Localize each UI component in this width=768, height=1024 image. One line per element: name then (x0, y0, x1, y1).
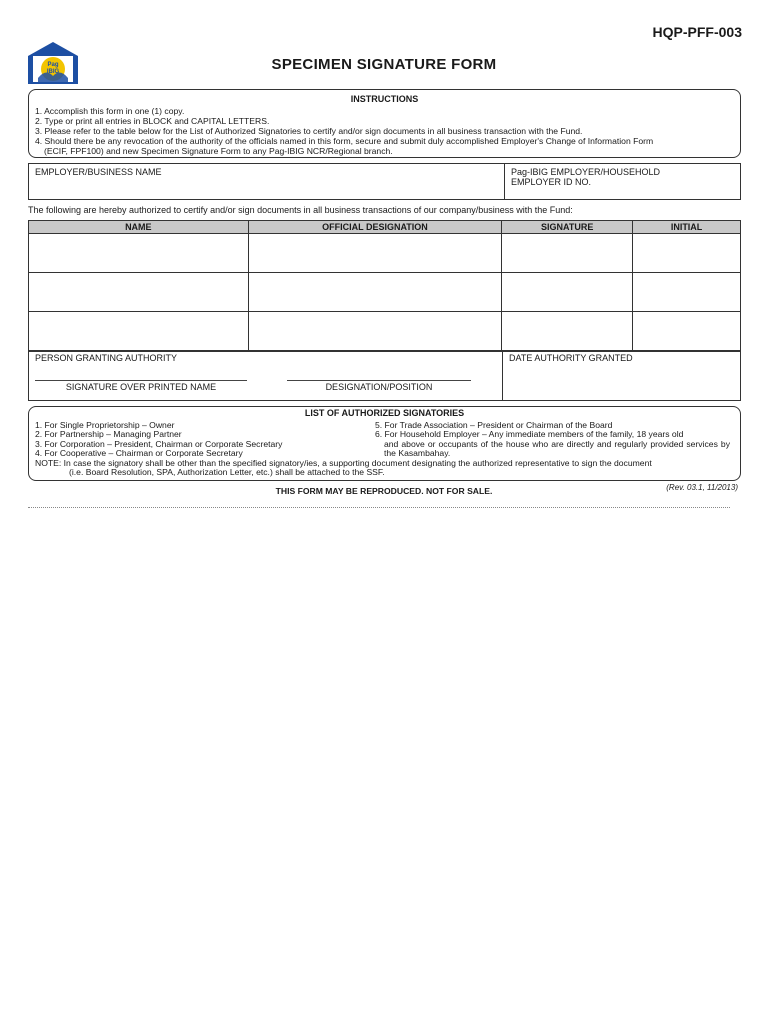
signature-cell[interactable] (502, 273, 633, 312)
list-item-continuation: and above or occupants of the house who are directly and regularly provided services by the Kasambahay. (384, 438, 730, 458)
name-cell[interactable] (29, 312, 249, 351)
instruction-item: 1. Accomplish this form in one (1) copy. (35, 106, 185, 116)
instruction-item: 2. Type or print all entries in BLOCK and CAPITAL LETTERS. (35, 116, 270, 126)
employer-id-label: Pag-IBIG EMPLOYER/HOUSEHOLD (511, 167, 661, 177)
instruction-item: 3. Please refer to the table below for the List of Authorized Signatories to certify and/or sign documents in all business transaction with the Fund. (35, 126, 583, 136)
person-granting-label: PERSON GRANTING AUTHORITY (35, 353, 178, 363)
list-item: 4. For Cooperative – Chairman or Corporate Secretary (35, 448, 243, 458)
signature-caption: SIGNATURE OVER PRINTED NAME (65, 382, 217, 392)
designation-cell[interactable] (248, 273, 502, 312)
signature-line (35, 380, 247, 381)
instructions-box (28, 89, 741, 158)
signatories-left-list (35, 421, 371, 459)
table-row (29, 312, 741, 351)
initial-cell[interactable] (633, 234, 741, 273)
signatories-right-list (375, 421, 730, 459)
signatory-table (28, 220, 741, 351)
name-cell[interactable] (29, 234, 249, 273)
designation-cell[interactable] (248, 234, 502, 273)
authorization-statement: The following are hereby authorized to certify and/or sign documents in all business transactions of our company/business with the Fund: (28, 205, 573, 215)
table-row (29, 273, 741, 312)
signatories-heading: LIST OF AUTHORIZED SIGNATORIES (304, 408, 465, 418)
svg-text:IBIG: IBIG (46, 69, 60, 75)
name-cell[interactable] (29, 273, 249, 312)
col-header-designation: OFFICIAL DESIGNATION (248, 221, 502, 234)
col-header-signature: SIGNATURE (502, 221, 633, 234)
authority-grant-section (28, 351, 741, 401)
table-header-row (29, 221, 741, 234)
col-header-name: NAME (29, 221, 249, 234)
date-granted-label: DATE AUTHORITY GRANTED (509, 353, 633, 363)
list-item: 1. For Single Proprietorship – Owner (35, 419, 175, 430)
designation-cell[interactable] (248, 312, 502, 351)
designation-caption: DESIGNATION/POSITION (325, 382, 433, 392)
signature-cell[interactable] (502, 312, 633, 351)
initial-cell[interactable] (633, 312, 741, 351)
table-row (29, 234, 741, 273)
signature-cell[interactable] (502, 234, 633, 273)
col-header-initial: INITIAL (633, 221, 741, 234)
instructions-heading: INSTRUCTIONS (350, 94, 419, 104)
instruction-item-continuation: (ECIF, FPF100) and new Specimen Signature Form to any Pag-IBIG NCR/Regional branch. (44, 146, 393, 156)
employer-name-field[interactable] (29, 164, 505, 199)
employer-id-field[interactable] (505, 164, 740, 199)
designation-line (287, 380, 471, 381)
signatories-note: NOTE: In case the signatory shall be other than the specified signatory/ies, a supporting document designating the authorized representative to sign the document (35, 457, 652, 468)
list-item: 3. For Corporation – President, Chairman or Corporate Secretary (35, 438, 283, 449)
list-item: 2. For Partnership – Managing Partner (35, 429, 182, 439)
list-item: 5. For Trade Association – President or Chairman of the Board (375, 419, 613, 430)
employer-name-label: EMPLOYER/BUSINESS NAME (35, 167, 162, 177)
form-code: HQP-PFF-003 (652, 24, 742, 40)
cut-line (28, 507, 730, 508)
revision-label: (Rev. 03.1, 11/2013) (666, 483, 738, 492)
instruction-item: 4. Should there be any revocation of the authority of the officials named in this form, secure and submit duly accomplished Employer's Change of Information Form (35, 136, 654, 146)
list-item: 6. For Household Employer – Any immediate members of the family, 18 years old (375, 429, 684, 439)
svg-text:Pag: Pag (47, 62, 59, 68)
initial-cell[interactable] (633, 273, 741, 312)
employer-section (28, 163, 741, 200)
signatories-box (28, 406, 741, 481)
form-title: SPECIMEN SIGNATURE FORM (271, 56, 497, 73)
date-granted-field[interactable] (503, 352, 740, 400)
reproduction-notice: THIS FORM MAY BE REPRODUCED. NOT FOR SALE. (275, 486, 493, 496)
person-granting-field[interactable] (29, 352, 503, 400)
employer-id-label-2: EMPLOYER ID NO. (511, 177, 592, 187)
signatories-note-continuation: (i.e. Board Resolution, SPA, Authorization Letter, etc.) shall be attached to the SSF. (69, 467, 385, 477)
